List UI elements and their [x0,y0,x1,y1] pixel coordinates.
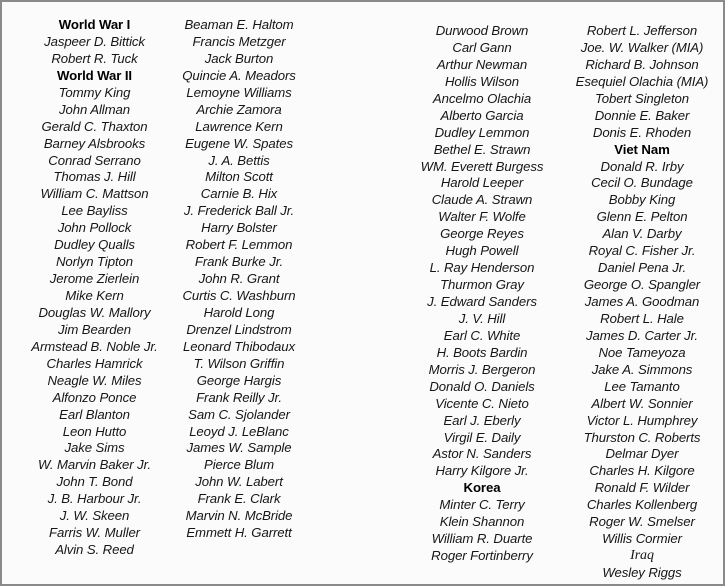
name-entry: Harold Leeper [440,175,524,191]
name-entry: Morris J. Bergeron [428,361,536,377]
name-entry: Jack Burton [204,50,274,66]
name-entry: Leon Hutto [62,423,127,439]
name-entry: Alvin S. Reed [55,542,134,558]
section-heading: Korea [463,480,501,496]
name-entry: H. Boots Bardin [436,344,528,360]
name-entry: WM. Everett Burgess [420,158,544,174]
name-entry: Carl Gann [452,39,512,55]
name-entry: Glenn E. Pelton [596,209,688,225]
name-entry: J. A. Bettis [208,152,270,168]
name-entry: George Hargis [196,372,282,388]
name-entry: Thomas J. Hill [53,169,136,185]
name-entry: Lee Bayliss [61,203,128,219]
section-heading: World War I [58,17,131,32]
name-entry: Marvin N. McBride [185,508,293,524]
name-entry: John R. Grant [198,271,280,287]
name-entry: Alberto Garcia [440,107,524,123]
name-entry: John T. Bond [56,474,133,490]
name-entry: Mike Kern [65,288,124,303]
name-entry: J. Edward Sanders [427,294,537,309]
name-entry: Claude A. Strawn [431,192,533,208]
name-entry: Delmar Dyer [605,446,679,462]
name-entry: Alfonzo Ponce [52,389,137,405]
name-entry: Leonard Thibodaux [183,338,295,354]
name-entry: Charles H. Kilgore [589,463,695,479]
name-entry: Royal C. Fisher Jr. [588,243,696,259]
names-column-2 [149,17,329,542]
name-entry: Hugh Powell [445,243,519,259]
name-entry: Roger Fortinberry [431,548,533,564]
name-entry: Jerome Zierlein [49,271,140,287]
name-entry: Earl C. White [443,327,521,343]
name-entry: Harold Long [203,304,275,320]
name-entry: Neagle W. Miles [47,372,142,388]
name-entry: Walter F. Wolfe [438,209,526,225]
name-entry: Jim Bearden [58,321,131,337]
name-entry: T. Wilson Griffin [193,355,285,371]
name-entry: Arthur Newman [436,56,528,72]
section-heading: Iraq [630,548,654,564]
name-entry: Eugene W. Spates [185,135,293,151]
name-entry: Klein Shannon [439,514,525,530]
name-entry: Douglas W. Mallory [38,304,151,320]
name-entry: J. Frederick Ball Jr. [183,203,295,219]
name-entry: Norlyn Tipton [55,254,133,270]
name-entry: William C. Mattson [40,186,149,202]
name-entry: Bobby King [608,192,676,208]
name-entry: Harry Kilgore Jr. [435,463,529,479]
name-entry: Tommy King [58,84,131,100]
name-entry: Wesley Riggs [602,565,682,580]
name-entry: Frank Burke Jr. [194,254,284,270]
name-entry: Esequiel Olachia (MIA) [575,73,709,89]
name-entry: Willis Cormier [602,531,682,547]
name-entry: Farris W. Muller [49,525,140,541]
name-entry: Minter C. Terry [439,497,525,513]
name-entry: Robert R. Tuck [51,50,138,66]
name-entry: Archie Zamora [196,101,282,117]
name-entry: Robert L. Hale [600,310,684,326]
name-entry: L. Ray Henderson [429,260,535,276]
name-entry: Frank E. Clark [197,491,281,507]
section-heading: World War II [57,67,132,83]
name-entry: John Pollock [57,220,132,236]
name-entry: Ronald F. Wilder [594,480,690,496]
name-entry: Donald R. Irby [600,158,684,174]
name-entry: Donald O. Daniels [429,378,535,394]
name-entry: Conrad Serrano [48,152,141,168]
name-entry: Alan V. Darby [602,226,682,242]
name-entry: Armstead B. Noble Jr. [31,338,158,354]
name-entry: Robert L. Jefferson [586,23,698,38]
name-entry: Durwood Brown [435,23,529,38]
name-entry: Bethel E. Strawn [433,141,531,157]
names-column-4 [552,23,725,582]
name-entry: Quincie A. Meadors [182,67,296,83]
name-entry: Charles Hamrick [46,355,143,371]
name-entry: Donis E. Rhoden [592,124,692,140]
name-entry: J. V. Hill [458,310,506,326]
name-entry: Carnie B. Hix [200,186,278,202]
name-entry: Sam C. Sjolander [188,406,290,422]
name-entry: Gerald C. Thaxton [41,118,148,134]
name-entry: Victor L. Humphrey [586,412,698,428]
name-entry: Jaspeer D. Bittick [44,33,145,49]
name-entry: Earl J. Eberly [443,412,521,428]
name-entry: James D. Carter Jr. [586,327,698,343]
name-entry: James A. Goodman [584,294,700,309]
name-entry: John Allman [59,101,130,117]
name-entry: Emmett H. Garrett [186,525,292,541]
name-entry: Astor N. Sanders [432,446,532,462]
name-entry: Jake Sims [64,440,125,456]
name-entry: Albert W. Sonnier [591,395,693,411]
name-entry: Roger W. Smelser [589,514,695,530]
name-entry: Francis Metzger [192,33,286,49]
name-entry: Virgil E. Daily [443,429,521,445]
name-entry: Dudley Qualls [54,237,135,253]
name-entry: Noe Tameyoza [598,344,686,360]
name-entry: Tobert Singleton [595,90,689,106]
name-entry: Pierce Blum [204,457,274,473]
name-entry: Lee Tamanto [604,378,680,394]
name-entry: John W. Labert [195,474,283,490]
name-entry: Donnie E. Baker [594,107,690,123]
name-entry: George O. Spangler [583,277,701,293]
name-entry: Milton Scott [205,169,273,185]
name-entry: Frank Reilly Jr. [196,389,282,405]
name-entry: Robert F. Lemmon [185,237,293,253]
name-entry: Drenzel Lindstrom [186,321,292,337]
name-entry: Charles Kollenberg [586,497,698,513]
name-entry: James W. Sample [186,440,292,456]
name-entry: Harry Bolster [201,220,277,236]
name-entry: Beaman E. Haltom [184,17,294,32]
name-entry: Joe. W. Walker (MIA) [580,39,704,55]
names-column-3 [392,23,572,565]
name-entry: Lawrence Kern [195,118,283,134]
name-entry: Jake A. Simmons [591,361,693,377]
name-entry: Thurmon Gray [440,277,524,293]
section-heading: Viet Nam [614,141,670,157]
name-entry: W. Marvin Baker Jr. [38,457,151,473]
name-entry: Earl Blanton [59,406,130,422]
name-entry: J. W. Skeen [59,508,130,524]
name-entry: Curtis C. Washburn [182,288,296,303]
name-entry: Vicente C. Nieto [435,395,529,411]
name-entry: George Reyes [440,226,524,242]
name-entry: Richard B. Johnson [585,56,699,72]
name-entry: Cecil O. Bundage [591,175,693,191]
name-entry: Dudley Lemmon [434,124,530,140]
name-entry: Lemoyne Williams [186,84,292,100]
name-entry: William R. Duarte [431,531,533,547]
name-entry: Hollis Wilson [444,73,520,89]
name-entry: Daniel Pena Jr. [597,260,687,276]
name-entry: Thurston C. Roberts [583,429,701,445]
name-entry: Barney Alsbrooks [43,135,146,151]
name-entry: J. B. Harbour Jr. [47,491,142,507]
name-entry: Ancelmo Olachia [432,90,532,106]
name-entry: Leoyd J. LeBlanc [189,423,289,439]
